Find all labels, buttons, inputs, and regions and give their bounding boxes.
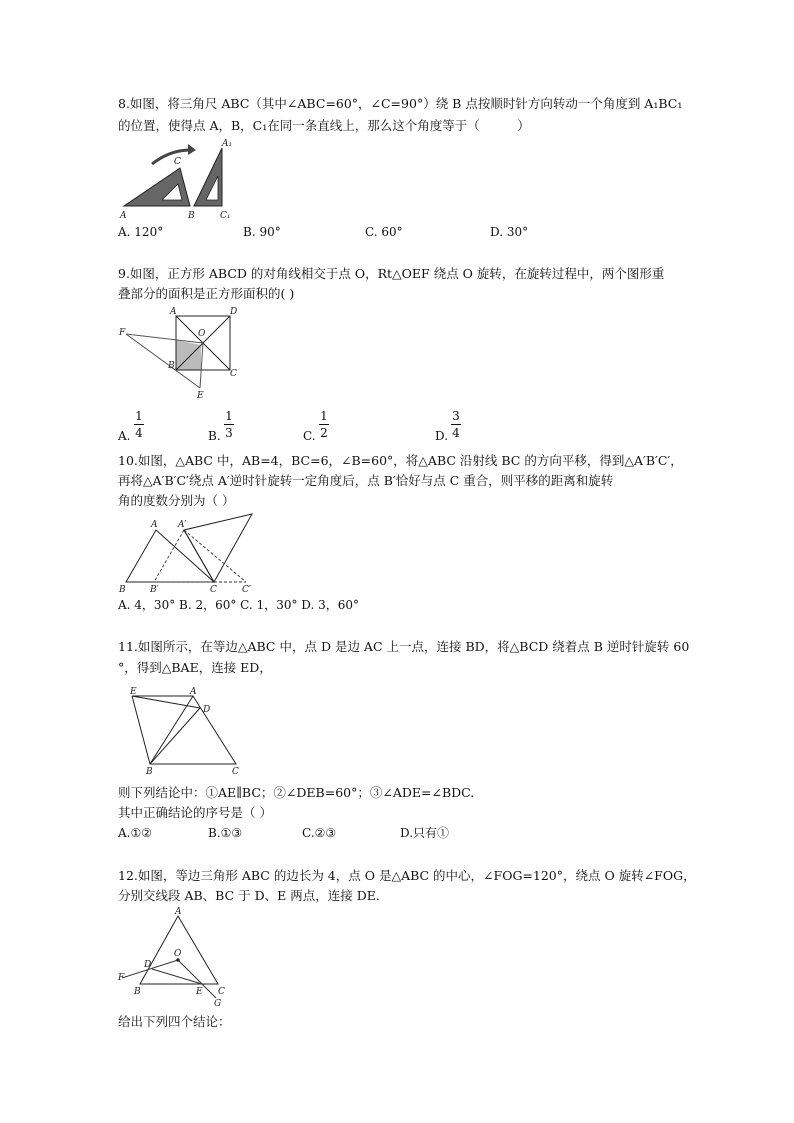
q12-label-e: E xyxy=(196,987,203,997)
q11-option-b[interactable]: B.①③ xyxy=(208,826,243,840)
q10-label-a: A xyxy=(151,520,158,530)
q9-label-c: C xyxy=(230,369,237,379)
q11-label-e: E xyxy=(130,687,137,697)
q10-options[interactable]: A. 4，30° B. 2，60° C. 1，30° D. 3，60° xyxy=(118,598,360,612)
q8-text-line2: 的位置，使得点 A，B，C₁在同一条直线上，那么这个角度等于（ ） xyxy=(118,118,530,133)
q9-option-d[interactable]: D. 3 4 xyxy=(435,409,460,443)
q10-label-c2: C′ xyxy=(242,585,251,595)
q8-label-c1: C₁ xyxy=(220,211,231,221)
q8-text-line1: 8.如图，将三角尺 ABC（其中∠ABC=60°，∠C=90°）绕 B 点按顺时针方向转动一个角度到 A₁BC₁ xyxy=(118,96,683,111)
q9-label-f: F xyxy=(119,328,126,338)
q11-figure xyxy=(118,684,248,776)
q12-text-line3: 给出下列四个结论： xyxy=(118,1014,231,1029)
q11-segment-bd xyxy=(150,708,200,764)
q8-label-a1: A₁ xyxy=(222,139,233,149)
q8-arrow-head xyxy=(188,144,196,155)
q8-option-d[interactable]: D. 30° xyxy=(490,225,529,239)
q10-segment-a2c xyxy=(184,530,214,582)
q8-label-c: C xyxy=(174,157,181,167)
q9-side-of xyxy=(126,334,203,343)
q9-options xyxy=(118,408,498,444)
q12-label-o: O xyxy=(174,949,182,959)
q12-label-f: F xyxy=(118,973,125,983)
q9-figure xyxy=(118,304,248,400)
q10-figure xyxy=(118,510,258,596)
q11-label-c: C xyxy=(232,767,239,777)
q8-option-a[interactable]: A. 120° xyxy=(118,225,164,239)
q10-dashed-a2c2 xyxy=(184,530,246,582)
q12-label-b: B xyxy=(134,987,141,997)
q9-label-a: A xyxy=(170,307,177,317)
q9-label-e: E xyxy=(197,391,204,401)
q9-label-b: B xyxy=(168,361,175,371)
q9-label-o: O xyxy=(198,329,206,339)
q12-figure xyxy=(118,906,238,1009)
q11-option-c[interactable]: C.②③ xyxy=(302,826,337,840)
q10-text-line3: 角的度数分别为（ ） xyxy=(118,493,235,508)
q9-overlap-region xyxy=(176,340,201,370)
q9-label-d: D xyxy=(230,307,238,317)
q10-triangle-abc xyxy=(126,530,214,582)
q11-segment-ed xyxy=(132,696,200,708)
q8-option-b[interactable]: B. 90° xyxy=(243,225,281,239)
q11-text-line1: 11.如图所示，在等边△ABC 中，点 D 是边 AC 上一点，连接 BD，将△BCD 绕着点 B 逆时针旋转 60 xyxy=(118,639,690,654)
q8-label-a: A xyxy=(120,211,127,221)
q8-figure xyxy=(118,138,248,222)
q12-text-line2: 分别交线段 AB、BC 于 D、E 两点，连接 DE. xyxy=(118,888,380,903)
q11-option-d[interactable]: D.只有① xyxy=(400,826,450,840)
q11-text-line2: °，得到△BAE，连接 ED， xyxy=(118,660,272,675)
q9-option-a[interactable]: A. 1 4 xyxy=(118,409,143,443)
q10-label-a2: A′ xyxy=(178,520,187,530)
q8-label-b: B xyxy=(188,211,195,221)
q11-label-a: A xyxy=(190,687,197,697)
q8-rotation-arrow xyxy=(152,150,190,164)
q10-text-line2: 再将△A′B′C′绕点 A′逆时针旋转一定角度后，点 B′恰好与点 C 重合，则平移的距离和旋转 xyxy=(118,473,614,488)
q12-label-d: D xyxy=(144,960,152,970)
q10-label-c: C xyxy=(210,585,217,595)
q10-text-line1: 10.如图，△ABC 中，AB=4，BC=6，∠B=60°，将△ABC 沿射线 BC 的方向平移，得到△A′B′C′， xyxy=(118,453,683,468)
q11-text-line4: 其中正确结论的序号是（ ） xyxy=(118,805,272,820)
q8-options xyxy=(118,224,678,240)
q10-label-b: B xyxy=(119,585,126,595)
q9-option-b[interactable]: B. 1 3 xyxy=(208,409,233,443)
q8-option-c[interactable]: C. 60° xyxy=(365,225,403,239)
q11-segment-eb xyxy=(132,696,150,764)
q11-label-d: D xyxy=(203,705,211,715)
q11-triangle-abc xyxy=(150,696,236,764)
q10-dashed-a2b2 xyxy=(154,530,184,582)
q11-label-b: B xyxy=(146,767,153,777)
q12-label-c: C xyxy=(218,987,225,997)
q11-option-a[interactable]: A.①② xyxy=(118,826,152,840)
q9-text-line1: 9.如图，正方形 ABCD 的对角线相交于点 O，Rt△OEF 绕点 O 旋转，在旋转过程中，两个图形重 xyxy=(118,266,665,281)
q12-label-g: G xyxy=(214,999,222,1009)
q12-text-line1: 12.如图，等边三角形 ABC 的边长为 4，点 O 是△ABC 的中心，∠FOG=120°，绕点 O 旋转∠FOG， xyxy=(118,868,696,883)
q11-options xyxy=(118,825,518,841)
q11-text-line3: 则下列结论中：①AE∥BC；②∠DEB=60°；③∠ADE=∠BDC. xyxy=(118,785,475,800)
q9-option-c[interactable]: C. 1 2 xyxy=(303,409,328,443)
q12-label-a: A xyxy=(175,907,182,917)
q10-label-b2: B′ xyxy=(150,585,159,595)
q9-text-line2: 叠部分的面积是正方形面积的( ) xyxy=(118,286,295,301)
